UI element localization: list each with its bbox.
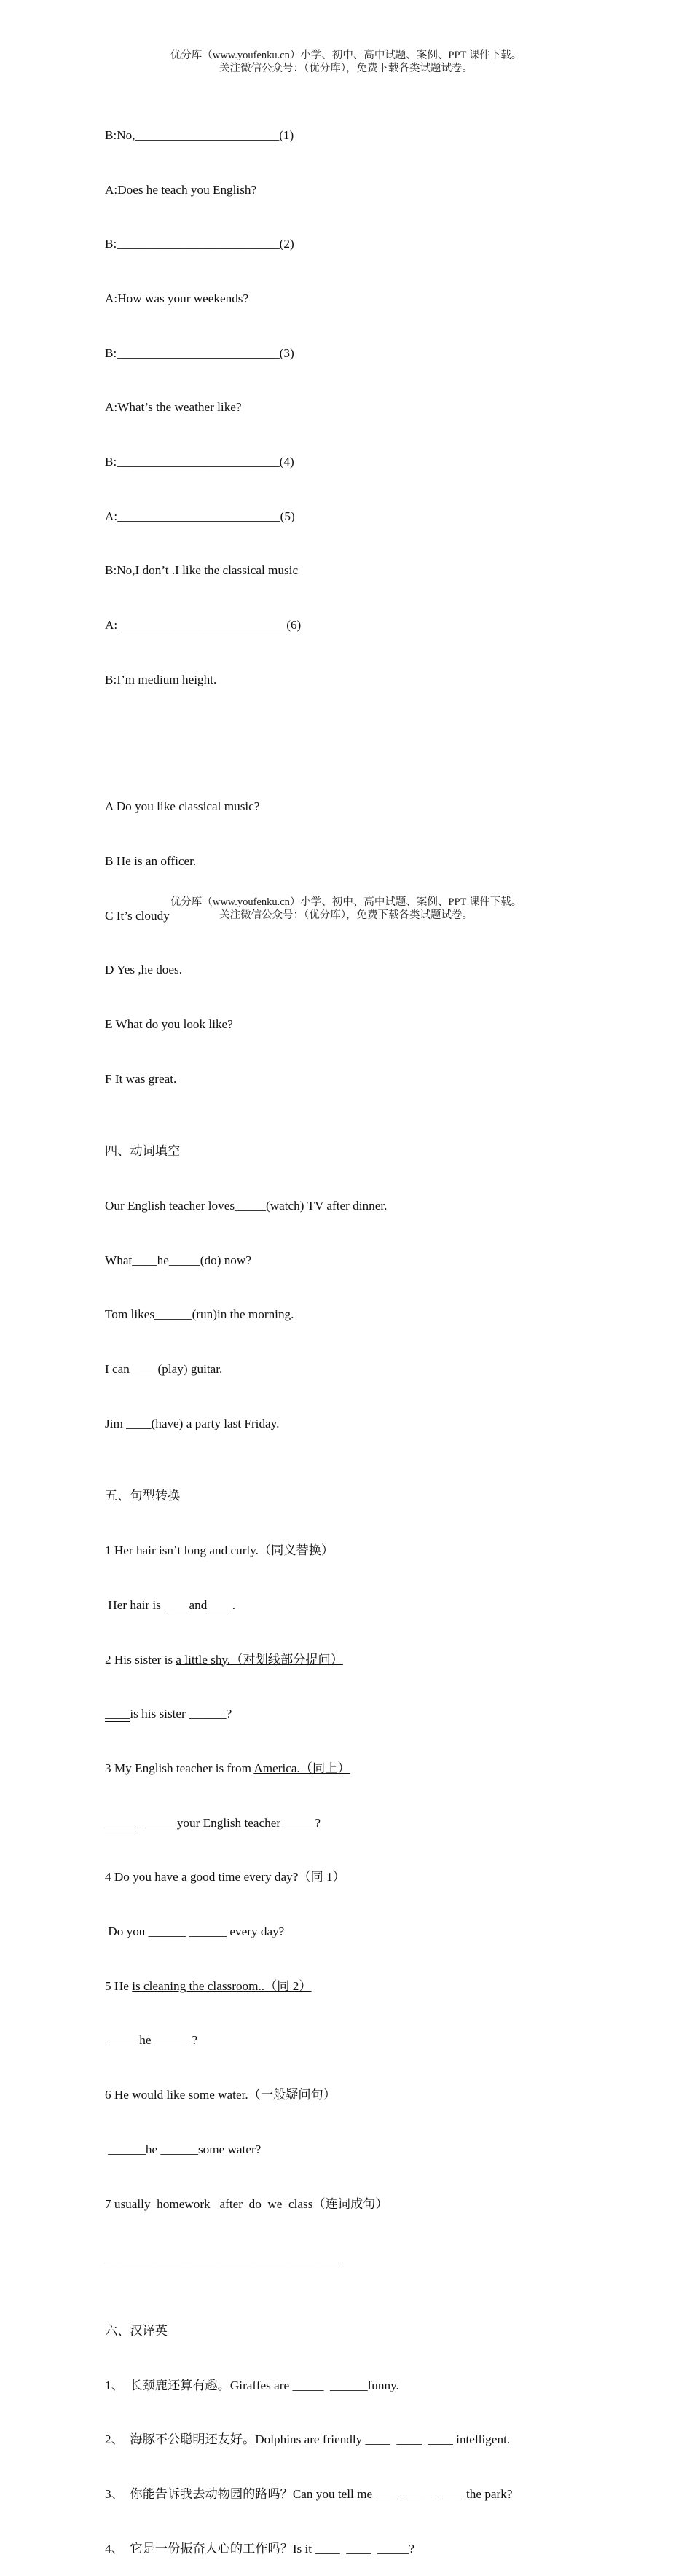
section-4-title: 四、动词填空 (105, 1144, 181, 1159)
dialogue-line: A:___________________________(6) (105, 618, 302, 633)
q2-text: 2 His sister is (105, 1652, 176, 1667)
translation-item: 1、 长颈鹿还算有趣。Giraffes are _____ ______funny. (105, 2378, 399, 2392)
dialogue-line: B:No,I don’t .I like the classical music (105, 563, 299, 578)
dialogue-line: B:__________________________(4) (105, 455, 294, 469)
dialogue-line: B:I’m medium height. (105, 672, 217, 686)
transform-answer-7: ______________________________________ (105, 2251, 343, 2266)
verb-item: Tom likes______(run)in the morning. (105, 1307, 294, 1322)
verb-item: Our English teacher loves_____(watch) TV after dinner. (105, 1198, 388, 1213)
a2-text: is his sister ______? (130, 1707, 232, 1721)
option-line: D Yes ,he does. (105, 963, 182, 977)
q5-underlined: is cleaning the classroom..（同 2） (132, 1978, 312, 1993)
dialogue-line: B:No,_______________________(1) (105, 128, 294, 142)
translation-item: 2、 海豚不公聪明还友好。Dolphins are friendly ____ ____ ____ intelligent. (105, 2432, 511, 2447)
option-line: B He is an officer. (105, 853, 197, 868)
verb-item: Jim ____(have) a party last Friday. (105, 1416, 280, 1430)
dialogue-line: A:Does he teach you English? (105, 182, 257, 197)
transform-answer-2 (105, 1705, 615, 1723)
worksheet-body (105, 90, 615, 2576)
transform-question-6: 6 He would like some water.（一般疑问句） (105, 2088, 336, 2102)
blank-spacer (105, 726, 615, 744)
dialogue-line: A:How was your weekends? (105, 291, 249, 305)
option-line: C It’s cloudy (105, 908, 170, 923)
header-line-1: 优分库（www.youfenku.cn）小学、初中、高中试题、案例、PPT 课件下载。 (170, 50, 522, 61)
transform-question-5 (105, 1978, 615, 1996)
footer-line-2: 关注微信公众号：（优分库），免费下载各类试题试卷。 (219, 909, 473, 921)
a3-blank: _____ (105, 1815, 136, 1830)
dialogue-line: A:__________________________(5) (105, 509, 295, 523)
page-header (0, 49, 692, 75)
page-footer (0, 896, 692, 922)
dialogue-line: A:What’s the weather like? (105, 400, 242, 415)
section-5-title: 五、句型转换 (105, 1489, 181, 1503)
transform-question-3 (105, 1760, 615, 1778)
q3-underlined: America.（同上） (253, 1761, 350, 1775)
transform-answer-1: Her hair is ____and____. (105, 1597, 236, 1612)
transform-answer-4: Do you ______ ______ every day? (105, 1925, 285, 1939)
footer-line-1: 优分库（www.youfenku.cn）小学、初中、高中试题、案例、PPT 课件下载。 (170, 896, 522, 908)
q2-underlined: a little shy.（对划线部分提问） (176, 1652, 343, 1667)
header-line-2: 关注微信公众号：（优分库），免费下载各类试题试卷。 (219, 63, 473, 74)
transform-question-1: 1 Her hair isn’t long and curly.（同义替换） (105, 1543, 334, 1558)
transform-question-4: 4 Do you have a good time every day?（同 1） (105, 1870, 345, 1884)
translation-item: 3、 你能告诉我去动物园的路吗？Can you tell me ____ ____ ____ the park? (105, 2486, 513, 2501)
q5-text: 5 He (105, 1978, 133, 1993)
a2-blank: ____ (105, 1707, 130, 1721)
transform-question-7: 7 usually homework after do we class（连词成句） (105, 2196, 388, 2211)
option-line: E What do you look like? (105, 1017, 233, 1031)
a3-text: _____your English teacher _____? (135, 1815, 321, 1830)
verb-item: What____he_____(do) now? (105, 1253, 251, 1267)
translation-item: 4、 它是一份振奋人心的工作吗？Is it ____ ____ _____? (105, 2541, 414, 2556)
section-6-title: 六、汉译英 (105, 2323, 168, 2338)
verb-item: I can ____(play) guitar. (105, 1362, 223, 1377)
transform-question-2 (105, 1651, 615, 1669)
dialogue-line: B:__________________________(3) (105, 345, 294, 360)
dialogue-line: B:__________________________(2) (105, 237, 294, 251)
transform-answer-5: _____he ______? (105, 2033, 197, 2048)
transform-answer-6: ______he ______some water? (105, 2142, 262, 2156)
q3-text: 3 My English teacher is from (105, 1761, 254, 1775)
option-line: A Do you like classical music? (105, 799, 260, 814)
transform-answer-3 (105, 1814, 615, 1833)
option-line: F It was great. (105, 1071, 177, 1086)
